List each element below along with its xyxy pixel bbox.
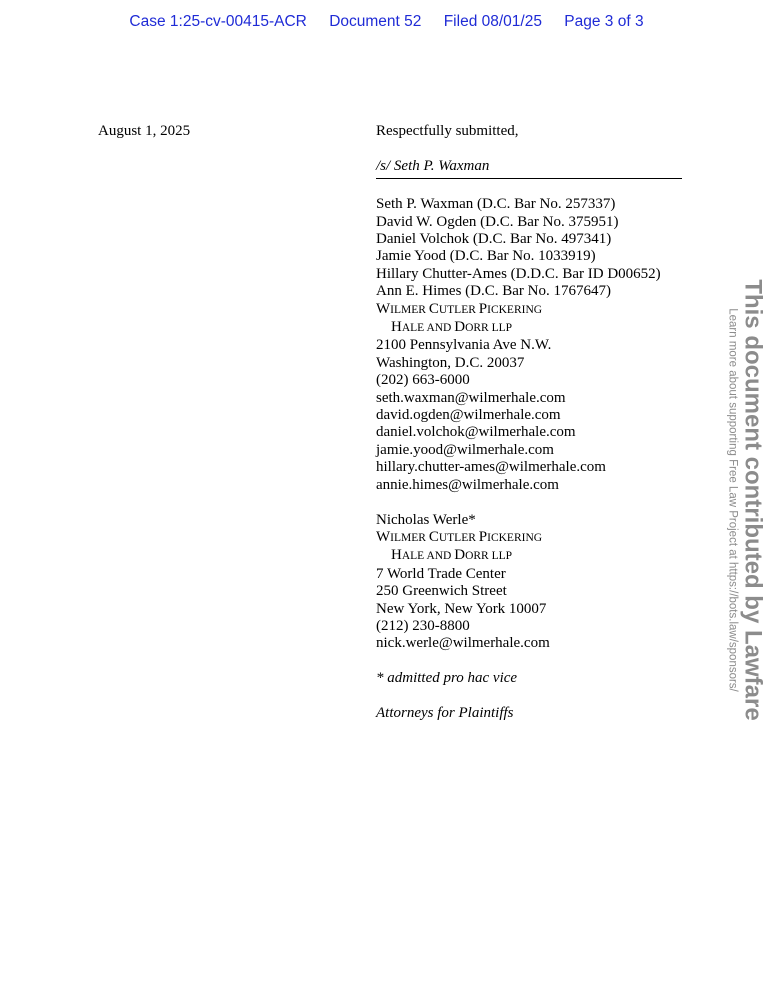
firm-name-line-1: WILMER CUTLER PICKERING bbox=[376, 300, 543, 317]
attorneys-for-plaintiffs: Attorneys for Plaintiffs bbox=[376, 704, 514, 721]
address-line: New York, New York 10007 bbox=[376, 600, 547, 617]
attorney-line: Jamie Yood (D.C. Bar No. 1033919) bbox=[376, 248, 596, 265]
closing-line: Respectfully submitted, bbox=[376, 123, 519, 139]
attorney-line: Hillary Chutter-Ames (D.D.C. Bar ID D00652) bbox=[376, 265, 661, 282]
filed-date: Filed 08/01/25 bbox=[443, 13, 542, 30]
attorney-line: Ann E. Himes (D.C. Bar No. 1767647) bbox=[376, 283, 611, 300]
signature-line: /s/ Seth P. Waxman bbox=[376, 158, 682, 178]
email-address: seth.waxman@wilmerhale.com bbox=[376, 389, 566, 406]
ny-attorney: Nicholas Werle* bbox=[376, 511, 476, 528]
watermark-title: This document contributed by Lawfare bbox=[739, 279, 767, 721]
address-line: 7 World Trade Center bbox=[376, 565, 506, 582]
address-line: Washington, D.C. 20037 bbox=[376, 354, 525, 371]
firm-name-line-2: HALE AND DORR LLP bbox=[391, 319, 513, 336]
attorney-line: Seth P. Waxman (D.C. Bar No. 257337) bbox=[376, 196, 616, 213]
attorney-line: David W. Ogden (D.C. Bar No. 375951) bbox=[376, 213, 619, 230]
watermark-subtitle: Learn more about supporting Free Law Project at https://bots.law/sponsors/ bbox=[726, 308, 739, 692]
email-address: annie.himes@wilmerhale.com bbox=[376, 476, 559, 493]
phone-number: (202) 663-6000 bbox=[376, 372, 470, 389]
email-address: hillary.chutter-ames@wilmerhale.com bbox=[376, 459, 606, 476]
address-line: 2100 Pennsylvania Ave N.W. bbox=[376, 337, 552, 354]
firm-name-line-2: HALE AND DORR LLP bbox=[391, 547, 513, 564]
firm-name-line-1: WILMER CUTLER PICKERING bbox=[376, 528, 543, 545]
phone-number: (212) 230-8800 bbox=[376, 617, 470, 634]
email-address: daniel.volchok@wilmerhale.com bbox=[376, 424, 576, 441]
signature-block bbox=[376, 123, 686, 722]
submission-date: August 1, 2025 bbox=[98, 123, 191, 139]
document-number: Document 52 bbox=[329, 13, 422, 30]
ecf-header bbox=[0, 13, 773, 31]
page-number: Page 3 of 3 bbox=[564, 13, 644, 30]
attorney-line: Daniel Volchok (D.C. Bar No. 497341) bbox=[376, 231, 612, 248]
email-address: jamie.yood@wilmerhale.com bbox=[376, 441, 554, 458]
email-address: david.ogden@wilmerhale.com bbox=[376, 407, 561, 424]
case-number: Case 1:25-cv-00415-ACR bbox=[129, 13, 307, 30]
pro-hac-vice-note: * admitted pro hac vice bbox=[376, 670, 518, 687]
address-line: 250 Greenwich Street bbox=[376, 583, 507, 600]
email-address: nick.werle@wilmerhale.com bbox=[376, 635, 550, 652]
lawfare-watermark bbox=[726, 279, 767, 720]
